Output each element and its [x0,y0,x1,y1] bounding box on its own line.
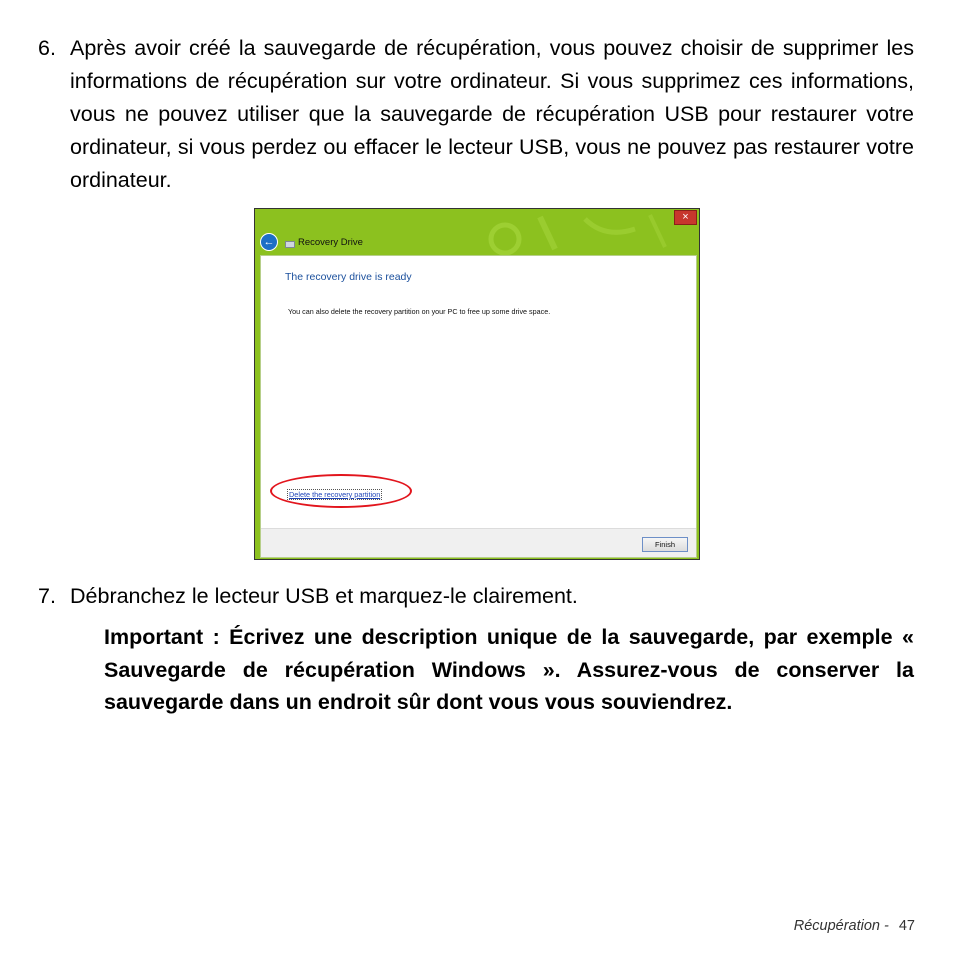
important-note: Important : Écrivez une description unique de la sauvegarde, par exemple « Sauvegarde de récupération Windows ». Assurez-vous de conserver la sauvegarde dans un endroit sûr dont vous vous souviendrez. [104,625,914,714]
wizard-heading: The recovery drive is ready [285,271,412,283]
window-navbar [255,227,699,255]
footer-section: Récupération - [793,918,889,934]
wizard-content [260,255,697,558]
close-button[interactable]: × [674,210,697,225]
window-titlebar [255,209,699,227]
recovery-drive-screenshot [254,208,700,560]
step-7 [38,580,914,613]
page-footer [794,918,915,934]
back-arrow-icon[interactable]: ← [260,233,278,251]
step-text: Après avoir créé la sauvegarde de récupération, vous pouvez choisir de supprimer les informations de récupération sur votre ordinateur. Si vous supprimez ces informations, vous ne pouvez utiliser que la sauvegarde de récupération USB pour restaurer votre ordinateur, si vous perdez ou effacer le lecteur USB, vous ne pouvez pas restaurer votre ordinateur. [70,36,914,192]
step-text: Débranchez le lecteur USB et marquez-le clairement. [70,584,578,608]
step-number: 7. [38,584,56,608]
wizard-description: You can also delete the recovery partition on your PC to free up some drive space. [288,307,551,316]
wizard-footer [261,528,696,557]
step-6 [38,32,914,197]
step-number: 6. [38,36,56,60]
usb-drive-icon [285,241,295,248]
finish-button[interactable]: Finish [642,537,688,552]
page-number: 47 [898,918,915,934]
window-title: Recovery Drive [298,237,363,248]
delete-partition-link[interactable]: Delete the recovery partition [289,490,381,499]
